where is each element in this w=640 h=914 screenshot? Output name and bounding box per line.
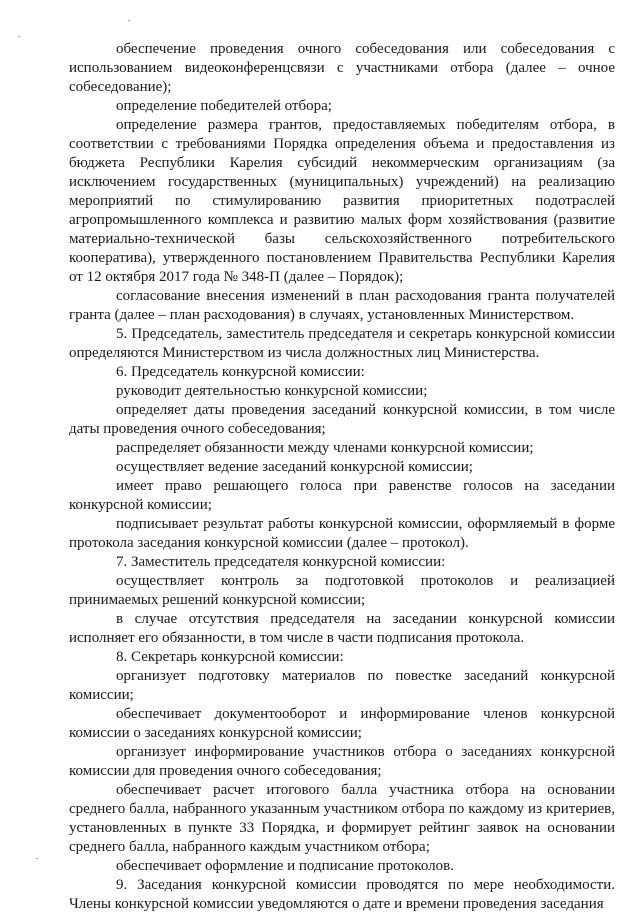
paragraph: определение победителей отбора; <box>116 98 332 114</box>
paragraph: 6. Председатель конкурсной комиссии: <box>116 364 365 380</box>
paragraph: определяет даты проведения заседаний конкурсной комиссии, в том числе даты проведения очного собеседования; <box>69 402 615 437</box>
scan-speck <box>128 20 130 21</box>
paragraph: определение размера грантов, предоставляемых победителям отбора, в соответствии с требованиями Порядка определения объема и предоставления из бюджета Республики Карелия субсидий некоммерческим организациям (за исключением государственных (муниципальных) учреждений) на реализацию мероприятий по стимулированию развития приоритетных подотраслей агропромышленного комплекса и развитию малых форм хозяйствования (развитие материально-технической базы сельскохозяйственного потребительского кооператива), утвержденного постановлением Правительства Республики Карелия от 12 октября 2017 года № 348-П (далее – Порядок); <box>69 117 615 285</box>
paragraph: организует информирование участников отбора о заседаниях конкурсной комиссии для проведения очного собеседования; <box>69 744 615 779</box>
paragraph: имеет право решающего голоса при равенстве голосов на заседании конкурсной комиссии; <box>69 478 615 513</box>
paragraph: 5. Председатель, заместитель председателя и секретарь конкурсной комиссии определяются Министерством из числа должностных лиц Министерства. <box>69 326 615 361</box>
paragraph: распределяет обязанности между членами конкурсной комиссии; <box>116 440 534 456</box>
scan-speck <box>18 36 20 37</box>
paragraph: обеспечивает документооборот и информирование членов конкурсной комиссии о заседаниях конкурсной комиссии; <box>69 706 615 741</box>
scan-speck <box>36 858 38 859</box>
paragraph: согласование внесения изменений в план расходования гранта получателей гранта (далее – план расходования) в случаях, установленных Министерством. <box>69 288 615 323</box>
paragraph: подписывает результат работы конкурсной комиссии, оформляемый в форме протокола заседания конкурсной комиссии (далее – протокол). <box>69 516 615 551</box>
paragraph: осуществляет контроль за подготовкой протоколов и реализацией принимаемых решений конкурсной комиссии; <box>69 573 615 608</box>
paragraph: 7. Заместитель председателя конкурсной комиссии: <box>116 554 446 570</box>
paragraph: обеспечение проведения очного собеседования или собеседования с использованием видеоконференцсвязи с участниками отбора (далее – очное собеседование); <box>69 41 615 95</box>
paragraph: осуществляет ведение заседаний конкурсной комиссии; <box>116 459 473 475</box>
paragraph: 9. Заседания конкурсной комиссии проводятся по мере необходимости. Члены конкурсной комиссии уведомляются о дате и времени проведения заседания <box>69 877 615 912</box>
paragraph: 8. Секретарь конкурсной комиссии: <box>116 649 344 665</box>
paragraph: организует подготовку материалов по повестке заседаний конкурсной комиссии; <box>69 668 615 703</box>
paragraph: руководит деятельностью конкурсной комиссии; <box>116 383 428 399</box>
document-body <box>69 40 615 914</box>
paragraph: обеспечивает расчет итогового балла участника отбора на основании среднего балла, набранного указанным участником отбора по каждому из критериев, установленных в пункте 33 Порядка, и формирует рейтинг заявок на основании среднего балла, набранного каждым участником отбора; <box>69 782 615 855</box>
paragraph: в случае отсутствия председателя на заседании конкурсной комиссии исполняет его обязанности, в том числе в части подписания протокола. <box>69 611 615 646</box>
paragraph: обеспечивает оформление и подписание протоколов. <box>116 858 454 874</box>
